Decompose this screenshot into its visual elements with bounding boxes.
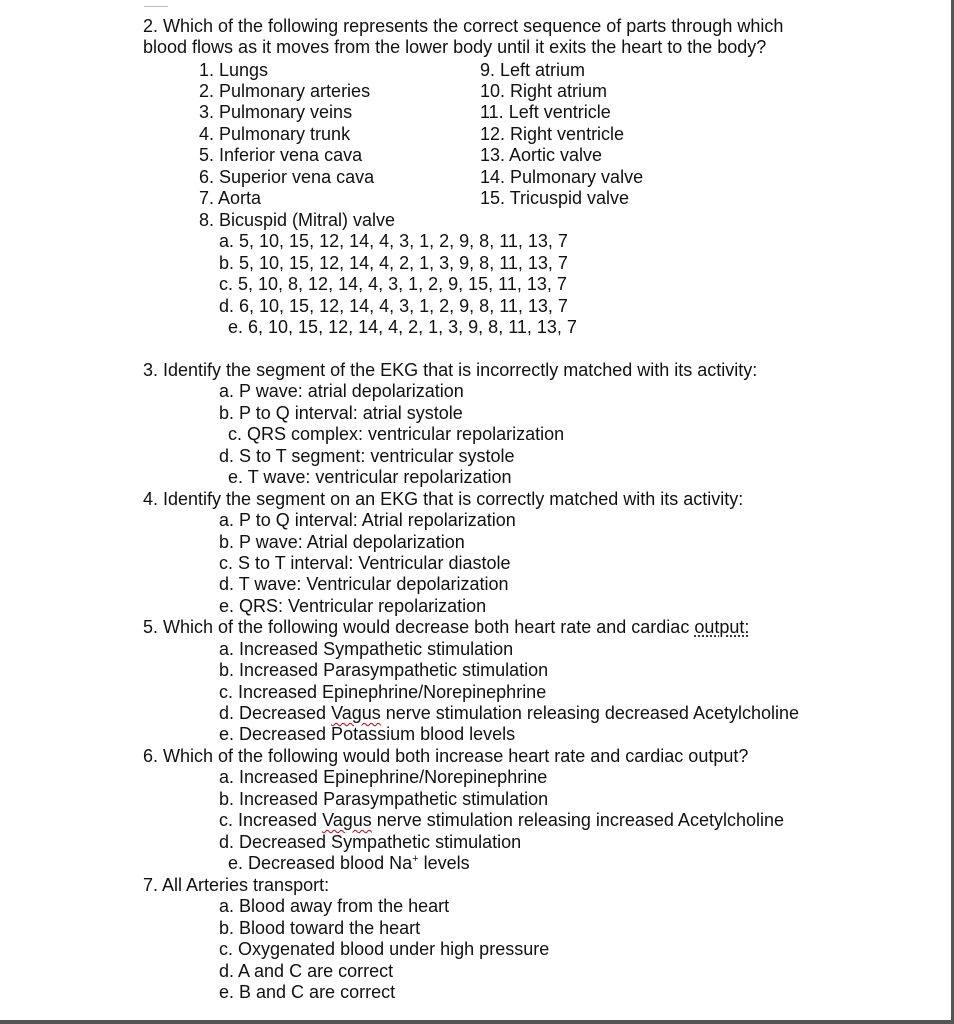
q4-option-c: c. S to T interval: Ventricular diastole bbox=[219, 553, 511, 573]
q6-option-c-text-start: c. Increased bbox=[219, 810, 323, 830]
q5-stem-text: 5. Which of the following would decrease both heart rate and cardiac bbox=[143, 617, 695, 637]
q2-left-item: 5. Inferior vena cava bbox=[199, 145, 363, 165]
q7-option-b: b. Blood toward the heart bbox=[219, 918, 421, 938]
q2-right-item: 11. Left ventricle bbox=[480, 102, 611, 122]
q2-right-item: 15. Tricuspid valve bbox=[480, 188, 630, 208]
q2-option-a: a. 5, 10, 15, 12, 14, 4, 3, 1, 2, 9, 8, 11, 13, 7 bbox=[219, 231, 568, 251]
q7-option-a: a. Blood away from the heart bbox=[219, 896, 450, 916]
q7-option-c: c. Oxygenated blood under high pressure bbox=[219, 939, 550, 959]
q3-option-d: d. S to T segment: ventricular systole bbox=[219, 446, 515, 466]
q5-option-e: e. Decreased Potassium blood levels bbox=[219, 724, 516, 744]
q6-option-e bbox=[228, 853, 470, 874]
q2-stem-line2: blood flows as it moves from the lower body until it exits the heart to the body? bbox=[143, 37, 767, 57]
q6-option-a: a. Increased Epinephrine/Norepinephrine bbox=[219, 767, 548, 787]
q5-option-a: a. Increased Sympathetic stimulation bbox=[219, 639, 514, 659]
q2-left-item: 1. Lungs bbox=[199, 60, 269, 80]
page-border-bottom bbox=[0, 1020, 954, 1024]
q2-left-item: 3. Pulmonary veins bbox=[199, 102, 353, 122]
q3-option-c: c. QRS complex: ventricular repolarization bbox=[228, 424, 565, 444]
q5-option-c: c. Increased Epinephrine/Norepinephrine bbox=[219, 682, 547, 702]
q3-option-b: b. P to Q interval: atrial systole bbox=[219, 403, 463, 423]
q6-stem: 6. Which of the following would both increase heart rate and cardiac output? bbox=[143, 746, 749, 766]
q6-option-e-text-end: levels bbox=[418, 853, 470, 873]
q6-option-c-spellcheck-word: Vagus bbox=[322, 810, 372, 830]
q2-right-item: 9. Left atrium bbox=[480, 60, 586, 80]
q2-option-e: e. 6, 10, 15, 12, 14, 4, 2, 1, 3, 9, 8, 11, 13, 7 bbox=[228, 317, 577, 337]
q2-option-b: b. 5, 10, 15, 12, 14, 4, 2, 1, 3, 9, 8, 11, 13, 7 bbox=[219, 253, 568, 273]
q2-stem-line1: 2. Which of the following represents the correct sequence of parts through which bbox=[143, 16, 784, 36]
q2-right-item: 10. Right atrium bbox=[480, 81, 608, 101]
q2-left-item: 2. Pulmonary arteries bbox=[199, 81, 371, 101]
q2-option-d: d. 6, 10, 15, 12, 14, 4, 3, 1, 2, 9, 8, 11, 13, 7 bbox=[219, 296, 568, 316]
q2-right-item: 13. Aortic valve bbox=[480, 145, 603, 165]
q6-option-d: d. Decreased Sympathetic stimulation bbox=[219, 832, 522, 852]
q5-option-d bbox=[219, 703, 799, 724]
q3-option-a: a. P wave: atrial depolarization bbox=[219, 381, 464, 401]
q2-right-item: 12. Right ventricle bbox=[480, 124, 625, 144]
q5-option-d-spellcheck-word: Vagus bbox=[331, 703, 381, 723]
q2-left-item: 4. Pulmonary trunk bbox=[199, 124, 351, 144]
q5-option-d-text-end: nerve stimulation releasing decreased Acetylcholine bbox=[380, 703, 800, 723]
q5-stem bbox=[143, 617, 749, 638]
q4-stem: 4. Identify the segment on an EKG that is correctly matched with its activity: bbox=[143, 489, 744, 509]
q4-option-b: b. P wave: Atrial depolarization bbox=[219, 532, 465, 552]
q2-left-item: 8. Bicuspid (Mitral) valve bbox=[199, 210, 396, 230]
q6-option-c-text-end: nerve stimulation releasing increased Acetylcholine bbox=[371, 810, 784, 830]
q6-option-e-text-start: e. Decreased blood Na bbox=[228, 853, 413, 873]
q4-option-d: d. T wave: Ventricular depolarization bbox=[219, 574, 509, 594]
q5-option-d-text-start: d. Decreased bbox=[219, 703, 332, 723]
q5-stem-underlined-word: output: bbox=[694, 617, 750, 637]
q7-option-d: d. A and C are correct bbox=[219, 961, 394, 981]
q2-left-item: 6. Superior vena cava bbox=[199, 167, 375, 187]
q7-stem: 7. All Arteries transport: bbox=[143, 875, 330, 895]
q3-stem: 3. Identify the segment of the EKG that is incorrectly matched with its activity: bbox=[143, 360, 758, 380]
q5-option-b: b. Increased Parasympathetic stimulation bbox=[219, 660, 549, 680]
q6-option-e-superscript: + bbox=[412, 853, 419, 865]
q7-option-e: e. B and C are correct bbox=[219, 982, 396, 1002]
q4-option-e: e. QRS: Ventricular repolarization bbox=[219, 596, 487, 616]
q2-right-item: 14. Pulmonary valve bbox=[480, 167, 644, 187]
q6-option-b: b. Increased Parasympathetic stimulation bbox=[219, 789, 549, 809]
q2-option-c: c. 5, 10, 8, 12, 14, 4, 3, 1, 2, 9, 15, 11, 13, 7 bbox=[219, 274, 567, 294]
q2-left-item: 7. Aorta bbox=[199, 188, 262, 208]
q6-option-c bbox=[219, 810, 784, 831]
q3-option-e: e. T wave: ventricular repolarization bbox=[228, 467, 512, 487]
q4-option-a: a. P to Q interval: Atrial repolarization bbox=[219, 510, 516, 530]
